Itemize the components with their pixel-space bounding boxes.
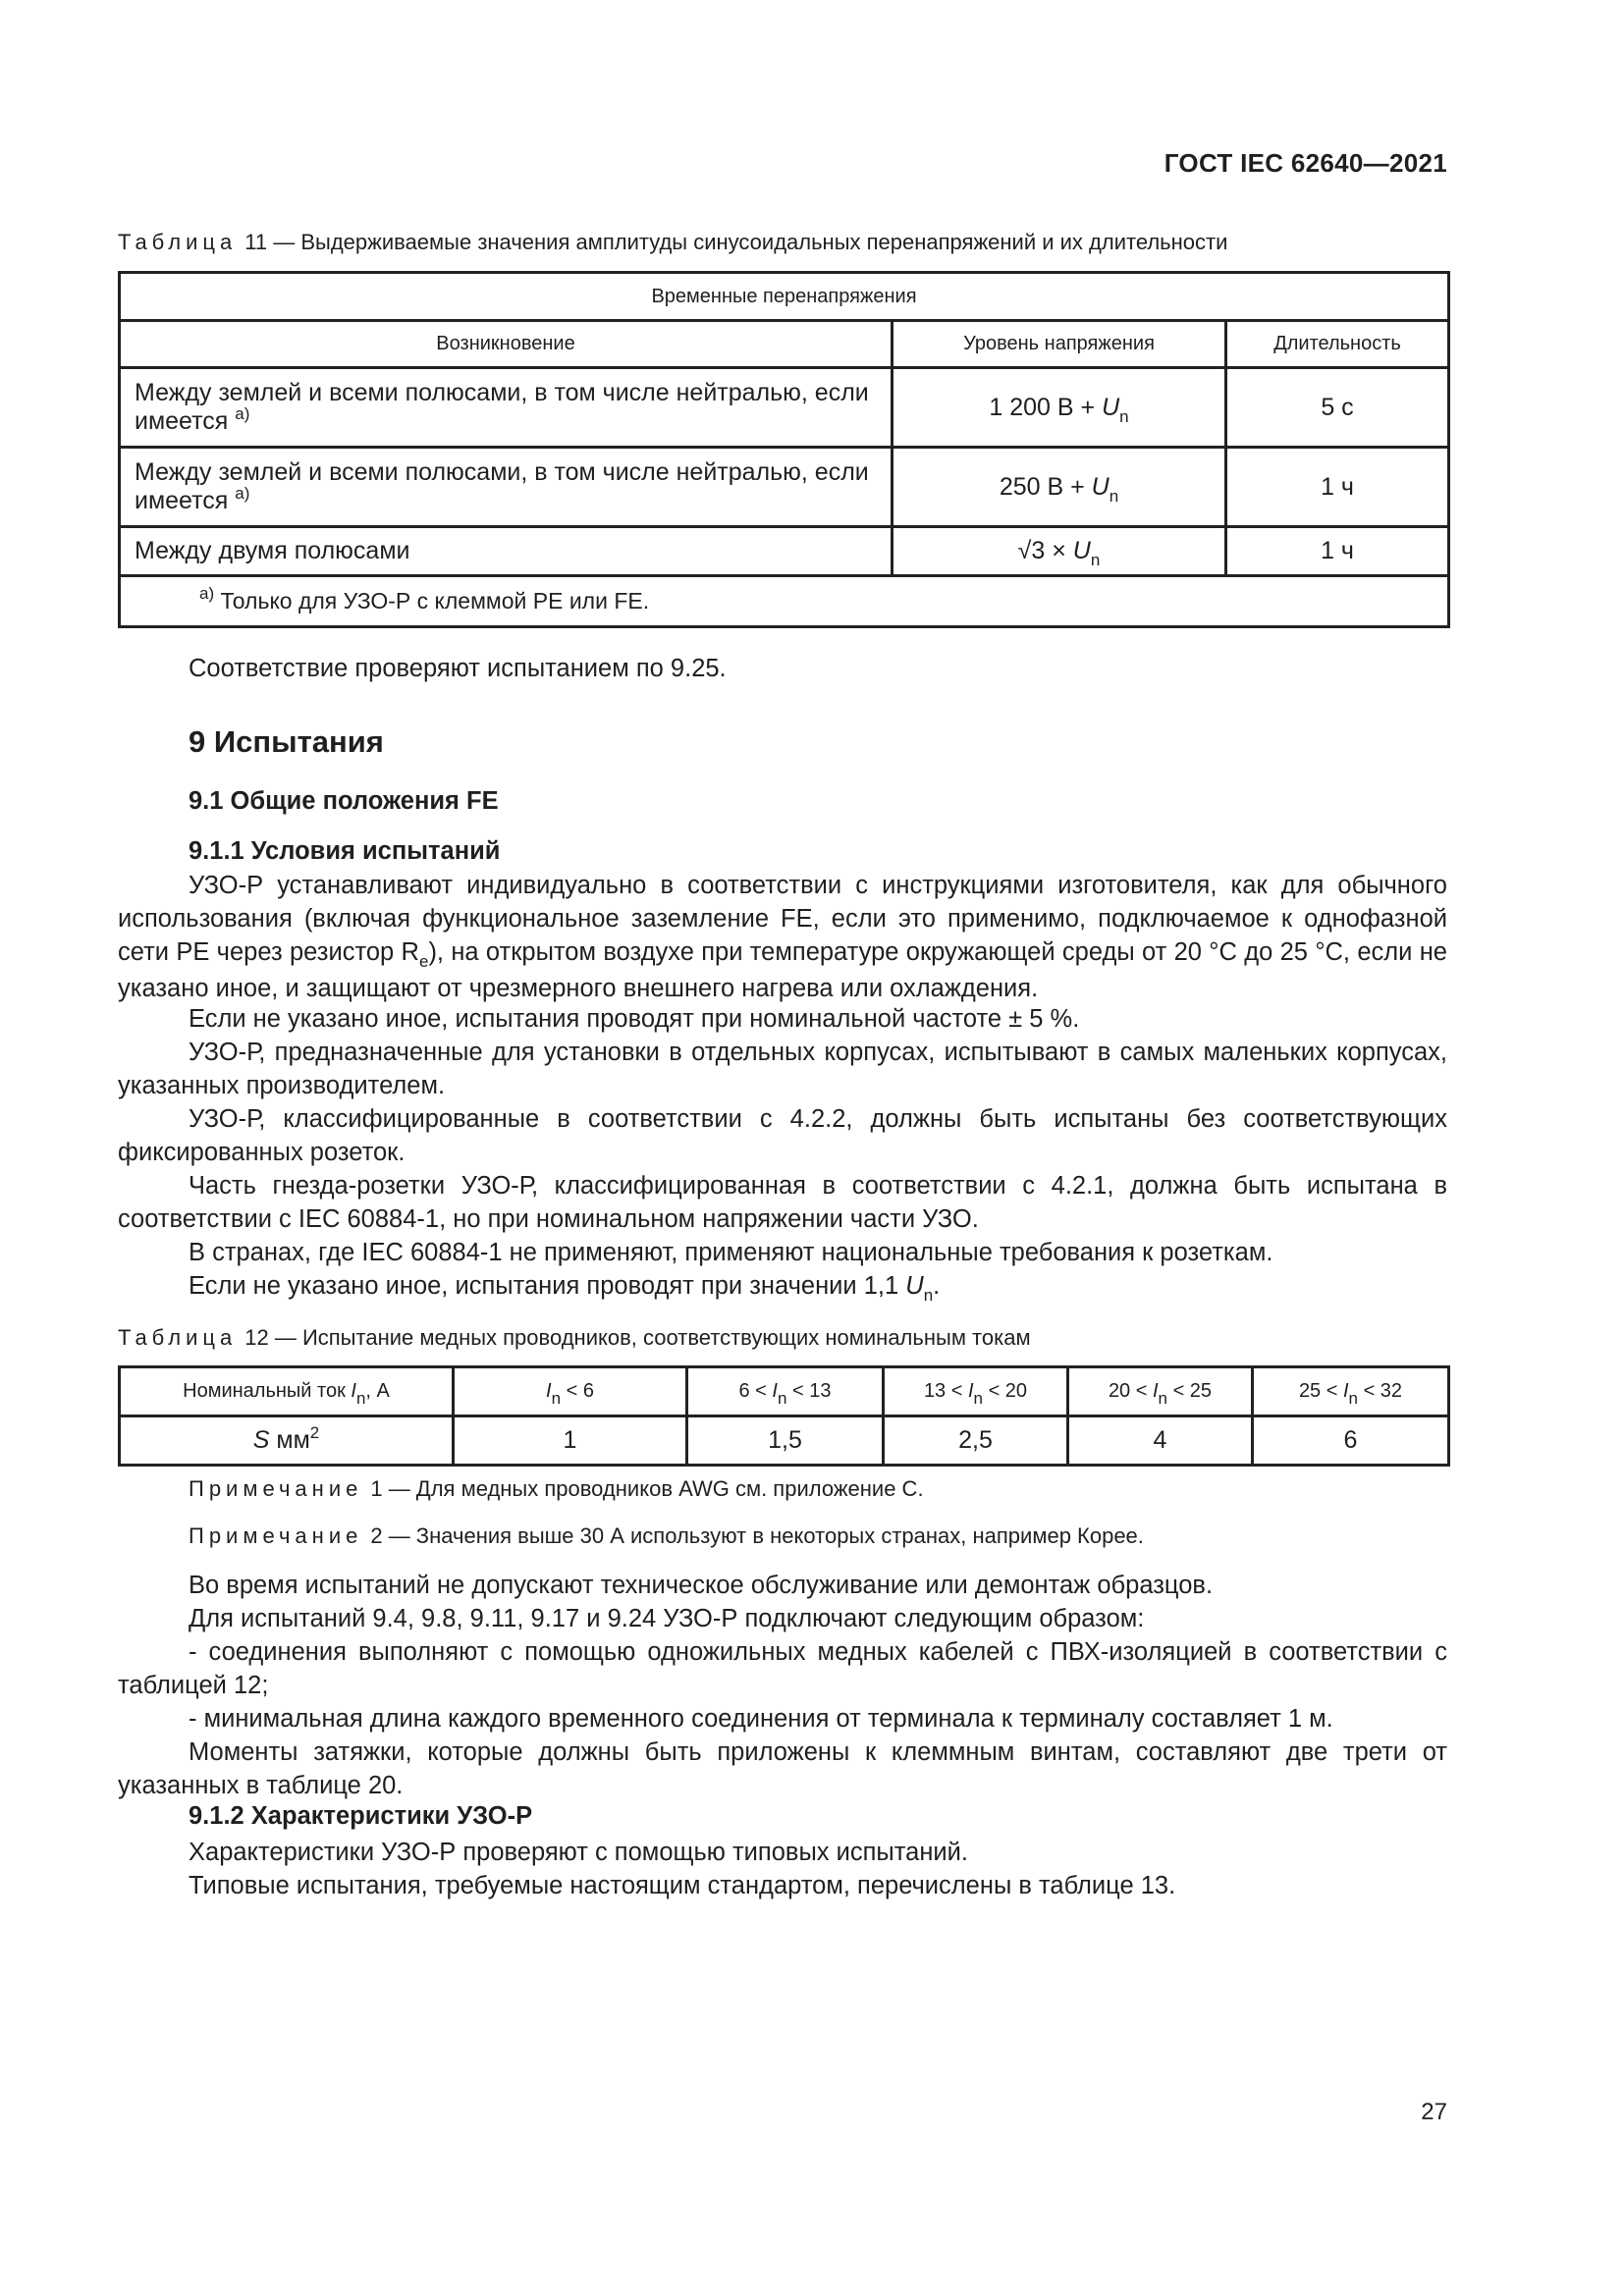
- table-11-level-cell: [893, 448, 1226, 527]
- table-11-occurrence-cell: [120, 448, 893, 527]
- table-11-col-header-duration: Длительность: [1226, 321, 1449, 368]
- note-1: [189, 1476, 924, 1502]
- resistor-subscript: e: [418, 952, 429, 971]
- paragraph-text: ), на открытом воздухе при температуре окружающей среды от 20 °С до 25 °С, если не указано иное, и защищают от чрезмерного внешнего нагрева или охлаждения.: [118, 938, 1447, 1002]
- paragraph: [118, 1269, 1447, 1306]
- occurrence-text: Между двумя полюсами: [135, 537, 410, 564]
- voltage-subscript: n: [923, 1286, 934, 1305]
- paragraph: Часть гнезда-розетки УЗО-Р, классифицированная в соответствии с 4.2.1, должна быть испытана в соответствии с IEC 60884-1, но при номинальном напряжении части УЗО.: [118, 1172, 1447, 1233]
- note-text: 1 — Для медных проводников AWG см. приложение С.: [370, 1476, 924, 1501]
- table-12-col-header: [120, 1367, 454, 1416]
- table-11-occurrence-cell: [120, 368, 893, 448]
- table-11-footnote: [120, 576, 1449, 627]
- table-12-value-cell: 1,5: [687, 1416, 884, 1466]
- table-row: [120, 527, 1449, 576]
- table-11-caption-word: Таблица: [118, 230, 238, 254]
- table-11-col-header-occurrence: Возникновение: [120, 321, 893, 368]
- document-id: ГОСТ IEC 62640—2021: [1164, 148, 1447, 178]
- table-11-caption-text: 11 — Выдерживаемые значения амплитуды синусоидальных перенапряжений и их длительности: [244, 230, 1228, 254]
- table-row: [120, 368, 1449, 448]
- current-variable: I: [351, 1380, 356, 1402]
- table-12-col-header: [687, 1367, 884, 1416]
- unit-text: мм: [269, 1426, 310, 1454]
- table-11-duration-cell: 1 ч: [1226, 448, 1449, 527]
- current-subscript: n: [973, 1389, 984, 1408]
- level-text: 250 В +: [999, 472, 1092, 501]
- table-11-group-header-row: [120, 273, 1449, 321]
- footnote-mark: a): [235, 484, 250, 503]
- footnote-mark: a): [235, 404, 250, 423]
- current-subscript: n: [355, 1389, 366, 1408]
- subsection-9-1-1-title: 9.1.1 Условия испытаний: [189, 837, 501, 865]
- current-variable: I: [967, 1380, 974, 1402]
- header-text: < 25: [1167, 1380, 1213, 1402]
- table-12-col-header: [1068, 1367, 1253, 1416]
- paragraph: УЗО-Р, предназначенные для установки в отдельных корпусах, испытывают в самых маленьких корпусах, указанных производителем.: [118, 1039, 1447, 1099]
- table-12-caption-word: Таблица: [118, 1325, 238, 1350]
- table-11-group-header: Временные перенапряжения: [120, 273, 1449, 321]
- conformity-paragraph: Соответствие проверяют испытанием по 9.25.: [189, 655, 727, 682]
- paragraph-text: УЗО-Р устанавливают индивидуально в соответствии с инструкциями изготовителя, как для обычного использования (включая функциональное заземление FE, если это применимо, подключаемое к однофазной сети PE через резистор R: [118, 872, 1447, 966]
- occurrence-text: Между землей и всеми полюсами, в том числе нейтралью, если имеется: [135, 458, 869, 514]
- paragraph-text: Если не указано иное, испытания проводят при значении 1,1: [189, 1272, 906, 1300]
- table-11-col-header-level: Уровень напряжения: [893, 321, 1226, 368]
- paragraph: [118, 869, 1447, 1005]
- table-11: [118, 271, 1450, 628]
- table-row: [120, 1416, 1449, 1466]
- level-variable: U: [1102, 393, 1120, 421]
- table-12-value-cell: 1: [454, 1416, 687, 1466]
- current-subscript: n: [777, 1389, 787, 1408]
- header-text: < 20: [983, 1380, 1028, 1402]
- table-12-value-cell: 6: [1253, 1416, 1449, 1466]
- table-12-caption: [118, 1325, 1031, 1351]
- table-12-row-label: [120, 1416, 454, 1466]
- cross-section-variable: S: [252, 1426, 270, 1454]
- current-subscript: n: [551, 1389, 562, 1408]
- table-12-value-cell: 2,5: [884, 1416, 1068, 1466]
- note-text: 2 — Значения выше 30 А используют в некоторых странах, например Корее.: [370, 1523, 1144, 1548]
- level-text: 1 200 В +: [989, 393, 1103, 421]
- note-word: Примечание: [189, 1476, 363, 1501]
- table-11-duration-cell: 5 с: [1226, 368, 1449, 448]
- current-subscript: n: [1158, 1389, 1168, 1408]
- header-text: < 6: [561, 1380, 594, 1402]
- paragraph: В странах, где IEC 60884-1 не применяют, применяют национальные требования к розеткам.: [189, 1239, 1273, 1266]
- paragraph: Во время испытаний не допускают техническое обслуживание или демонтаж образцов.: [189, 1572, 1214, 1599]
- occurrence-text: Между землей и всеми полюсами, в том числе нейтралью, если имеется: [135, 379, 869, 435]
- voltage-variable: U: [905, 1272, 924, 1300]
- table-11-level-cell: [893, 368, 1226, 448]
- table-11-caption: [118, 230, 1227, 255]
- paragraph: Моменты затяжки, которые должны быть приложены к клеммным винтам, составляют две трети от указанных в таблице 20.: [118, 1738, 1447, 1799]
- header-text: , А: [365, 1380, 390, 1402]
- page-number: 27: [1421, 2099, 1447, 2125]
- header-text: < 32: [1358, 1380, 1403, 1402]
- level-variable: U: [1072, 537, 1091, 564]
- header-text: 25 <: [1298, 1380, 1343, 1402]
- table-row: [120, 448, 1449, 527]
- table-11-occurrence-cell: [120, 527, 893, 576]
- note-2: [189, 1523, 1144, 1549]
- table-12-header-row: [120, 1367, 1449, 1416]
- section-title: 9 Испытания: [189, 724, 384, 759]
- subsection-9-1-2-title: 9.1.2 Характеристики УЗО-Р: [189, 1802, 533, 1830]
- table-12: [118, 1365, 1450, 1467]
- table-11-footnote-row: [120, 576, 1449, 627]
- current-variable: I: [1152, 1380, 1159, 1402]
- level-variable: U: [1091, 472, 1110, 501]
- header-text: 13 <: [923, 1380, 968, 1402]
- level-subscript: n: [1119, 406, 1129, 426]
- current-subscript: n: [1348, 1389, 1359, 1408]
- paragraph: Характеристики УЗО-Р проверяют с помощью типовых испытаний.: [189, 1839, 968, 1866]
- unit-superscript: 2: [309, 1423, 320, 1442]
- table-11-duration-cell: 1 ч: [1226, 527, 1449, 576]
- table-12-col-header: [884, 1367, 1068, 1416]
- paragraph: Если не указано иное, испытания проводят при номинальной частоте ± 5 %.: [189, 1005, 1080, 1033]
- header-text: Номинальный ток: [183, 1380, 352, 1402]
- current-variable: I: [772, 1380, 778, 1402]
- table-12-caption-text: 12 — Испытание медных проводников, соответствующих номинальным токам: [244, 1325, 1031, 1350]
- subsection-9-1-title: 9.1 Общие положения FE: [189, 787, 499, 815]
- paragraph: Типовые испытания, требуемые настоящим стандартом, перечислены в таблице 13.: [189, 1872, 1176, 1899]
- list-item: - соединения выполняют с помощью одножильных медных кабелей с ПВХ-изоляцией в соответствии с таблицей 12;: [118, 1638, 1447, 1699]
- note-word: Примечание: [189, 1523, 363, 1548]
- table-11-header-row: [120, 321, 1449, 368]
- footnote-mark: a): [199, 584, 215, 603]
- paragraph-text: .: [933, 1272, 941, 1300]
- list-item: - минимальная длина каждого временного соединения от терминала к терминалу составляет 1 м.: [189, 1705, 1333, 1733]
- level-subscript: n: [1090, 551, 1101, 569]
- paragraph: УЗО-Р, классифицированные в соответствии с 4.2.2, должны быть испытаны без соответствующих фиксированных розеток.: [118, 1105, 1447, 1166]
- header-text: < 13: [786, 1380, 832, 1402]
- table-12-value-cell: 4: [1068, 1416, 1253, 1466]
- current-variable: I: [1342, 1380, 1349, 1402]
- table-11-level-cell: [893, 527, 1226, 576]
- current-variable: I: [546, 1380, 552, 1402]
- header-text: 6 <: [738, 1380, 773, 1402]
- header-text: 20 <: [1108, 1380, 1153, 1402]
- footnote-text: Только для УЗО-Р с клеммой PE или FE.: [220, 588, 650, 614]
- table-12-col-header: [1253, 1367, 1449, 1416]
- level-subscript: n: [1109, 486, 1119, 506]
- table-12-col-header: [454, 1367, 687, 1416]
- paragraph: Для испытаний 9.4, 9.8, 9.11, 9.17 и 9.24 УЗО-Р подключают следующим образом:: [189, 1605, 1145, 1632]
- level-text: √3 ×: [1017, 537, 1073, 564]
